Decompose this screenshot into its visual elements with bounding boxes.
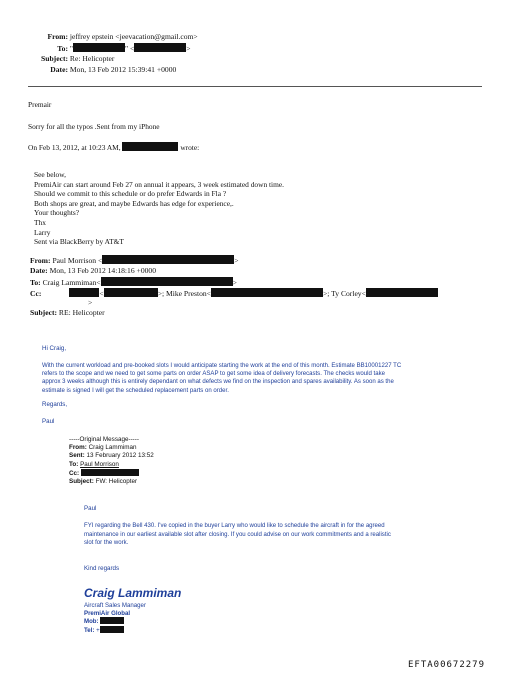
paul-regards: Regards,	[42, 401, 68, 408]
redaction-box	[100, 617, 124, 624]
fwd-cc-a: <	[99, 289, 104, 298]
orig-cc-row	[69, 469, 154, 478]
craig-line: maintenance in our earliest available slot after closing. If you could advise on our work commitments and a realistic	[84, 531, 391, 538]
outer-date-row	[30, 65, 176, 75]
craig-line: FYI regarding the Bell 430. I've copied in the buyer Larry who would like to schedule the aircraft in for the agreed	[84, 523, 385, 529]
redaction-box	[104, 288, 158, 297]
redaction-box	[69, 288, 99, 297]
fwd-date-value: Mon, 13 Feb 2012 14:18:16 +0000	[49, 266, 157, 275]
signature-mob-label: Mob:	[84, 618, 99, 626]
signature-company: PremiAir Global	[84, 609, 131, 617]
orig-from-value: Craig Lammiman	[88, 444, 137, 451]
outer-from-label: From:	[47, 32, 68, 41]
craig-regards: Kind regards	[84, 565, 120, 572]
orig-sent-row	[69, 452, 154, 460]
fwd-from-row	[30, 255, 239, 266]
orig-to-row	[69, 461, 154, 469]
outer-subject-value: Re: Helicopter	[69, 54, 115, 63]
fwd-from-end: >	[234, 256, 239, 265]
paul-line: With the current workload and pre-booked slots I would anticipate starting the work at the end of this month. Estimate BB10001227 TC	[42, 363, 402, 369]
larry-line: See below,	[34, 170, 66, 179]
larry-line: Sent via BlackBerry by AT&T	[34, 237, 124, 247]
outer-from-row	[30, 32, 198, 42]
fwd-subject-row	[30, 308, 105, 318]
larry-message	[34, 170, 284, 247]
signature-title: Aircraft Sales Manager	[84, 602, 146, 609]
outer-subject-row	[30, 54, 114, 64]
outer-to-mid: " <	[125, 44, 135, 53]
larry-line: Your thoughts?	[34, 208, 80, 218]
craig-paragraph	[84, 522, 391, 548]
orig-sent-value: 13 February 2012 13:52	[86, 452, 154, 460]
signature-mob-row	[84, 617, 146, 626]
outer-from-value: jeffrey epstein <jeevacation@gmail.com>	[69, 32, 198, 41]
larry-line: Both shops are great, and maybe Edwards has edge for experience,.	[34, 198, 234, 208]
reply-line-1: Premair	[28, 100, 52, 109]
paul-line: approx 3 weeks although this is entirely dependant on what defects we find on the inspection and spares availability. As soon as the	[42, 379, 394, 386]
outer-to-row	[30, 43, 191, 54]
fwd-to-value: Craig Lammiman<	[42, 278, 101, 287]
fwd-cc-end-row	[88, 298, 92, 308]
redaction-box	[102, 255, 234, 264]
redaction-box	[73, 43, 125, 52]
orig-to-label: To:	[69, 460, 79, 468]
bates-number: EFTA00672279	[408, 660, 486, 670]
orig-from-row	[69, 444, 154, 452]
reply-line-2: Sorry for all the typos .Sent from my iPhone	[28, 122, 160, 131]
redaction-box	[101, 277, 233, 286]
fwd-from-label: From:	[30, 256, 51, 265]
fwd-cc-c: >; Ty Corley<	[322, 289, 366, 298]
paul-line: refers to the scope and we need to get some parts on order ASAP to get some idea of delivery forecasts. The checks would take	[42, 371, 385, 378]
redaction-box	[211, 288, 323, 297]
redaction-box	[81, 469, 139, 476]
larry-line: Should we commit to this schedule or do prefer Edwards in Fla ?	[34, 189, 227, 199]
quote-intro-suffix: wrote:	[180, 143, 200, 152]
fwd-cc-d: >	[88, 298, 93, 307]
orig-subject-value: FW: Helicopter	[95, 478, 138, 486]
outer-date-value: Mon, 13 Feb 2012 15:39:41 +0000	[69, 65, 177, 74]
orig-sent-label: Sent:	[69, 452, 85, 460]
craig-line: slot for the work.	[84, 540, 129, 547]
signature-name: Craig Lammiman	[84, 586, 182, 600]
fwd-date-label: Date:	[30, 266, 48, 275]
outer-to-suffix: >	[186, 44, 191, 53]
larry-line: PremiAir can start around Feb 27 on annual it appears, 3 week estimated down time.	[34, 179, 284, 189]
signature-tel-row	[84, 626, 146, 635]
paul-name: Paul	[42, 418, 55, 425]
fwd-cc-b: >; Mike Preston<	[157, 289, 211, 298]
fwd-from-value: Paul Morrison <	[52, 256, 103, 265]
outer-subject-label: Subject:	[41, 54, 68, 63]
craig-greeting: Paul	[84, 505, 97, 512]
redaction-box	[134, 43, 186, 52]
fwd-cc-label: Cc:	[30, 289, 42, 298]
orig-subject-row	[69, 478, 154, 486]
outer-date-label: Date:	[50, 65, 68, 74]
orig-subject-label: Subject:	[69, 478, 94, 486]
signature-tel-prefix: +	[96, 626, 100, 634]
outer-to-prefix: "	[69, 44, 74, 53]
paul-greeting: Hi Craig,	[42, 345, 67, 352]
orig-cc-label: Cc:	[69, 469, 80, 477]
paul-paragraph	[42, 362, 401, 395]
redaction-box	[122, 142, 178, 151]
larry-line: Thx	[34, 217, 46, 227]
quote-intro-prefix: On Feb 13, 2012, at 10:23 AM,	[28, 143, 121, 152]
signature-block	[84, 602, 146, 634]
fwd-to-end: >	[232, 278, 237, 287]
larry-line: Larry	[34, 227, 51, 237]
orig-header	[69, 444, 154, 486]
header-divider	[28, 86, 482, 87]
redaction-box	[366, 288, 438, 297]
fwd-subject-label: Subject:	[30, 308, 57, 317]
orig-from-label: From:	[69, 444, 87, 451]
paul-line: estimate is signed I will get the scheduled replacement parts on order.	[42, 387, 229, 394]
fwd-to-row	[30, 277, 237, 288]
outer-to-label: To:	[57, 44, 68, 53]
fwd-date-row	[30, 266, 156, 276]
orig-to-value: Paul Morrison	[80, 460, 119, 468]
redaction-box	[100, 626, 124, 633]
fwd-subject-value: RE: Helicopter	[58, 308, 105, 317]
orig-separator: -----Original Message-----	[69, 436, 139, 443]
signature-tel-label: Tel:	[84, 626, 95, 634]
fwd-to-label: To:	[30, 278, 41, 287]
quote-intro	[28, 142, 199, 153]
